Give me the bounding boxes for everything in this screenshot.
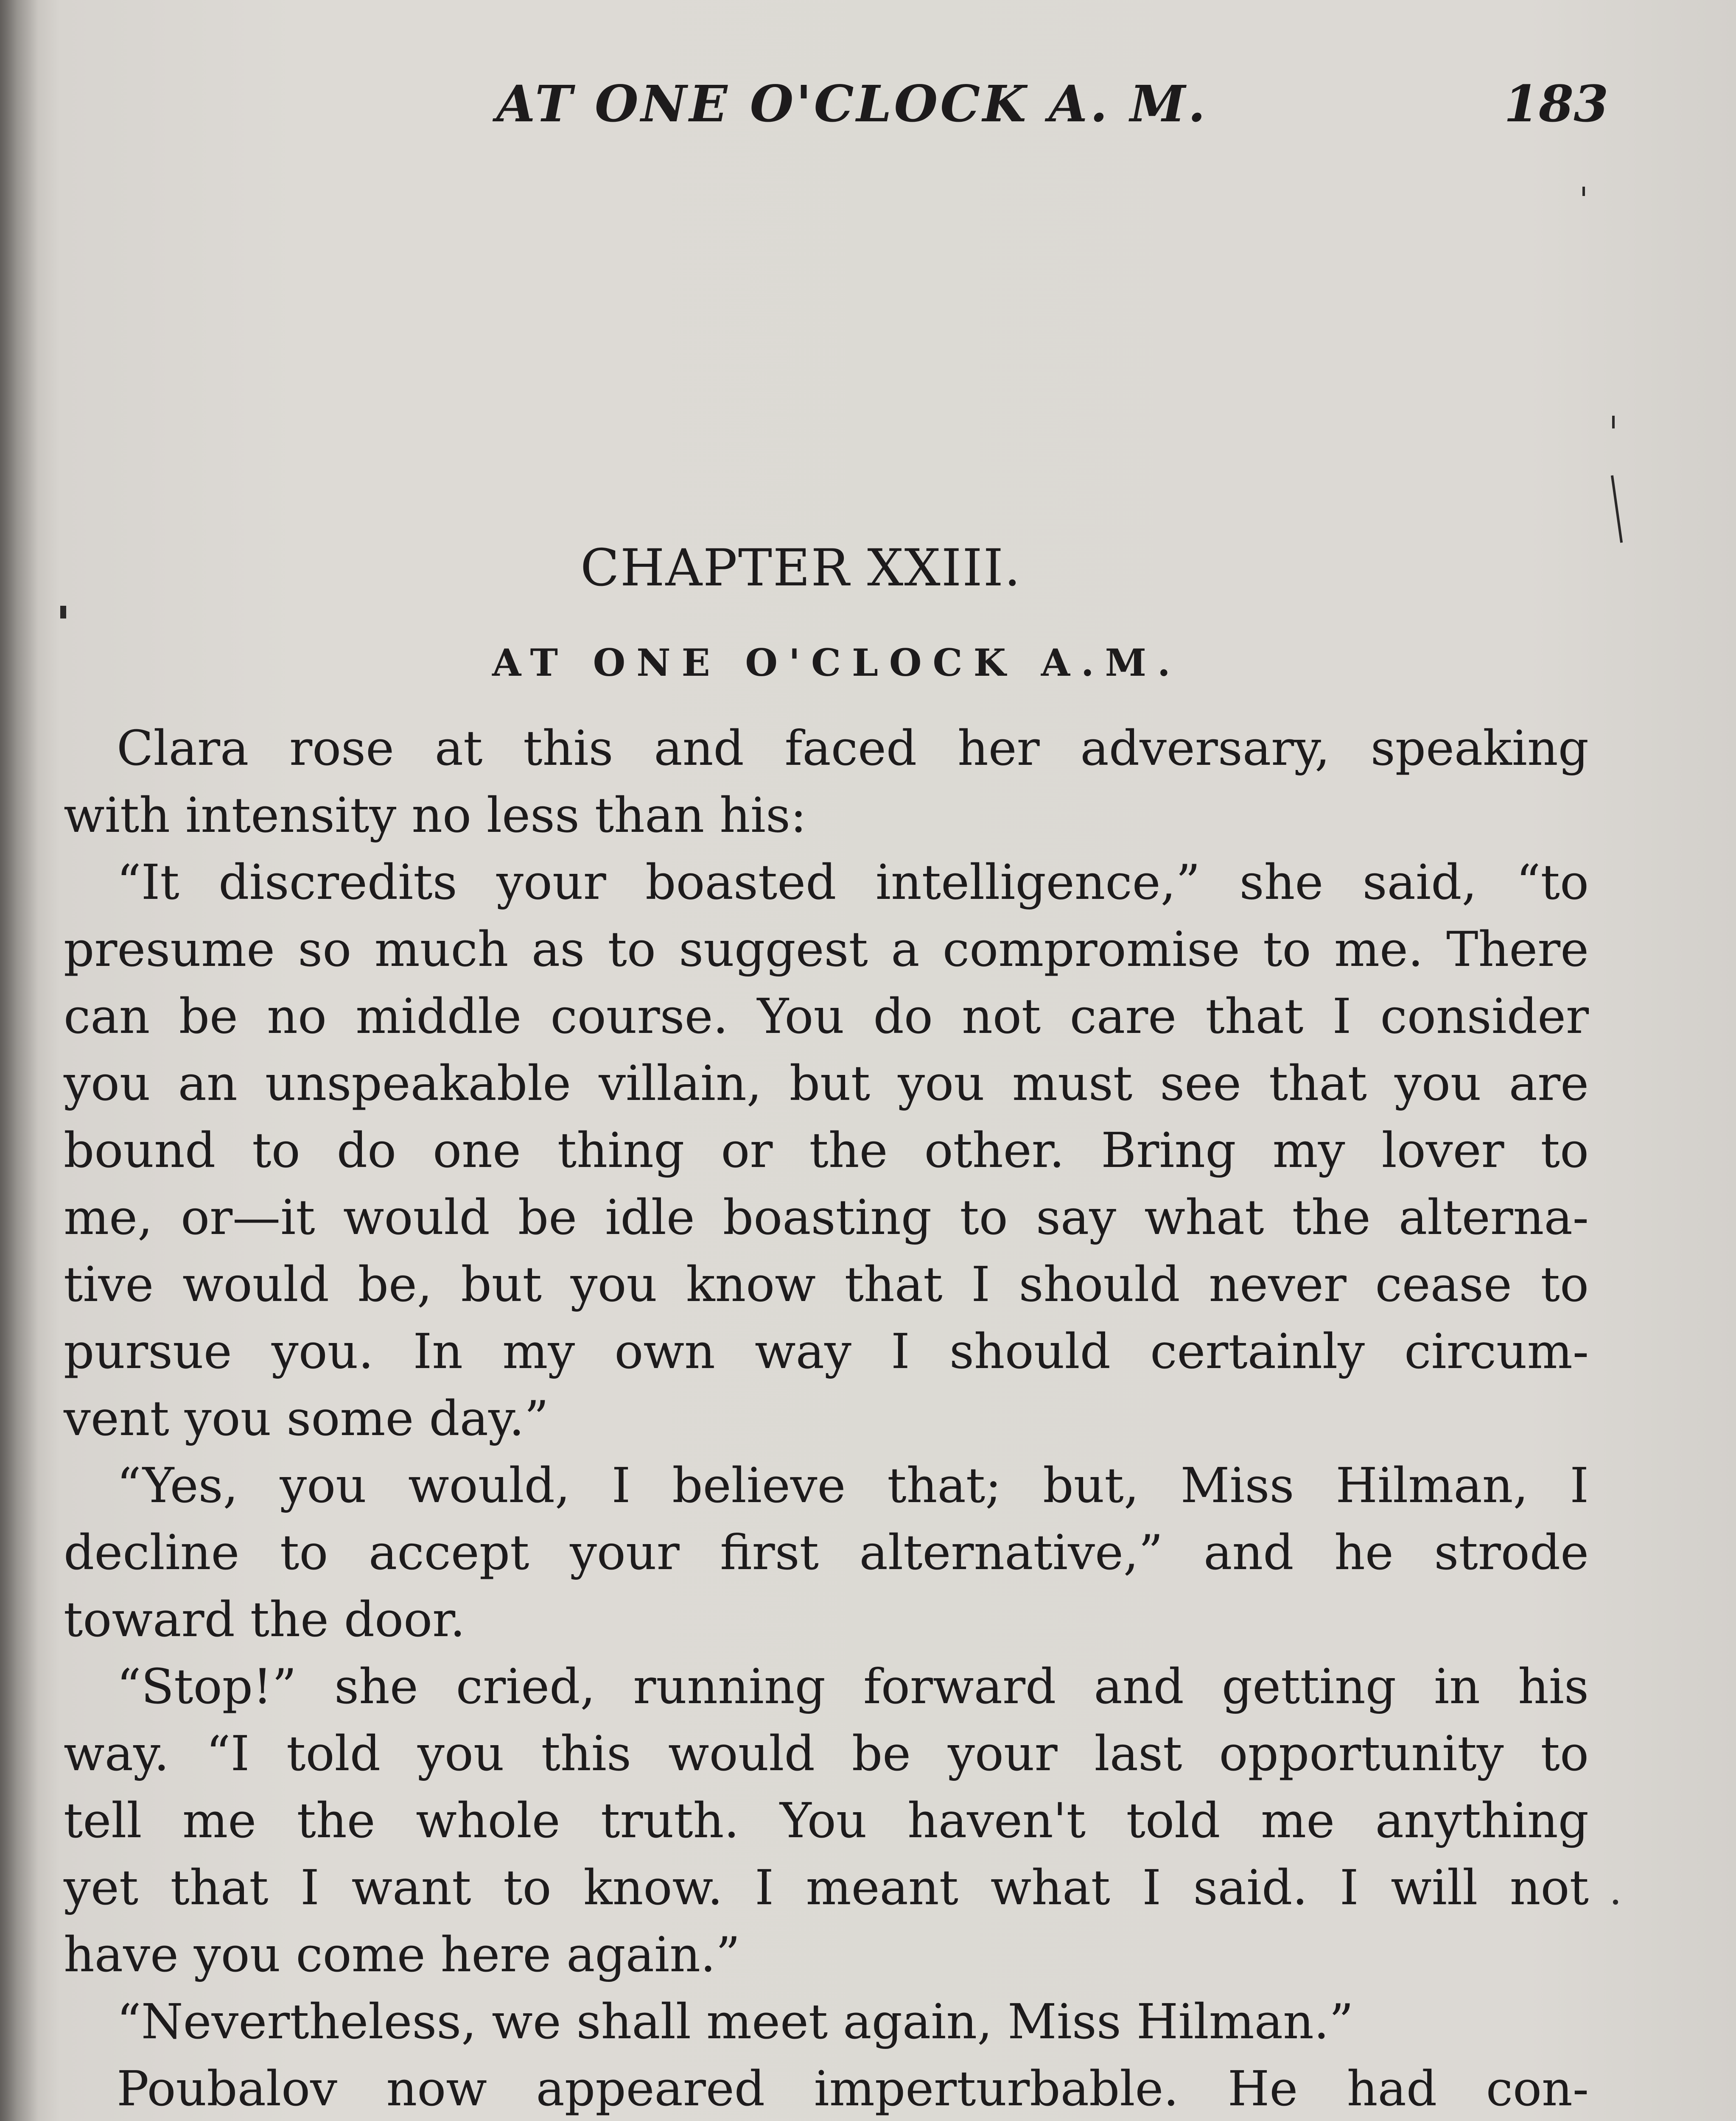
text-line: you an unspeakable villain, but you must see that you are <box>64 1055 1589 1111</box>
running-head <box>0 74 1736 142</box>
text-line: “Yes, you would, I believe that; but, Miss Hilman, I <box>117 1458 1589 1514</box>
text-line: “Nevertheless, we shall meet again, Miss Hilman.” <box>117 1994 1354 2050</box>
text-line: vent you some day.” <box>64 1391 549 1447</box>
page-number: 183 <box>1504 74 1609 133</box>
ink-speck <box>1613 1900 1618 1905</box>
ink-speck <box>60 606 66 618</box>
ink-speck <box>1612 416 1615 428</box>
chapter-title: AT ONE O'CLOCK A.M. <box>492 641 1182 685</box>
text-line: “Stop!” she cried, running forward and getting in his <box>117 1659 1589 1715</box>
text-line: with intensity no less than his: <box>64 787 807 843</box>
text-line: decline to accept your first alternative,” and he strode <box>64 1525 1589 1581</box>
text-line: tive would be, but you know that I should never cease to <box>64 1256 1589 1312</box>
text-line: pursue you. In my own way I should certainly circum- <box>64 1324 1589 1379</box>
chapter-number: CHAPTER XXIII. <box>580 539 1022 598</box>
text-line: way. “I told you this would be your last opportunity to <box>64 1726 1589 1782</box>
ink-speck <box>1582 187 1585 196</box>
text-line: Clara rose at this and faced her adversary, speaking <box>117 720 1589 776</box>
text-line: toward the door. <box>64 1592 465 1648</box>
text-line: have you come here again.” <box>64 1927 740 1983</box>
text-line: can be no middle course. You do not care that I consider <box>64 988 1589 1044</box>
text-line: “It discredits your boasted intelligence,” she said, “to <box>117 854 1589 910</box>
body-text <box>64 715 1589 2121</box>
text-line: Poubalov now appeared imperturbable. He had con- <box>117 2061 1589 2117</box>
text-line: tell me the whole truth. You haven't told me anything <box>64 1793 1589 1849</box>
running-head-title: AT ONE O'CLOCK A. M. <box>496 74 1208 133</box>
binding-gutter-shadow <box>0 0 38 2121</box>
text-line: bound to do one thing or the other. Bring my lover to <box>64 1122 1589 1178</box>
text-line: presume so much as to suggest a compromise to me. There <box>64 921 1589 977</box>
text-line: me, or—it would be idle boasting to say what the alterna- <box>64 1189 1589 1245</box>
margin-mark <box>1611 475 1623 543</box>
text-line: yet that I want to know. I meant what I said. I will not <box>64 1860 1589 1916</box>
